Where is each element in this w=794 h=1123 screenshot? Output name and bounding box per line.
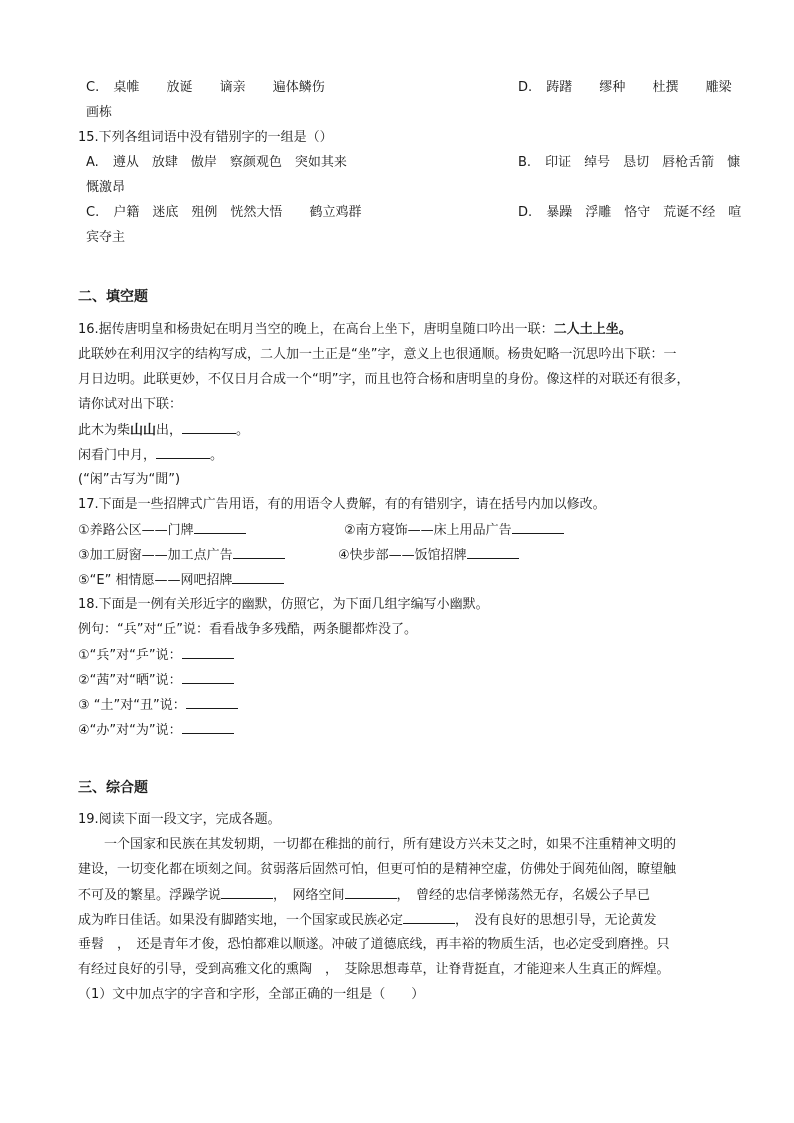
q15-option-b-cont: 慨激昂 — [86, 180, 126, 195]
q17-item1 — [78, 521, 246, 540]
q17-item1-text: ①养路公区——门牌 — [78, 523, 194, 538]
q19-passage-line1: 一个国家和民族在其发轫期，一切都在稚拙的前行，所有建设方兴未艾之时，如果不注重精神文明的 — [104, 837, 677, 852]
q16-item2-b: 。 — [210, 448, 224, 463]
q18-item3-text: ③ “土”对“丑”说： — [78, 698, 186, 713]
q19-p3-b: ， 网络空间 — [273, 888, 345, 903]
q18-answer-blank-2[interactable] — [182, 671, 234, 684]
q17-item5 — [78, 571, 284, 590]
q17-item5-text: ⑤“E” 相情愿——网吧招牌 — [78, 573, 233, 588]
q15-option-a[interactable]: A. 遵从 放肆 傲岸 察颜观色 突如其来 — [86, 155, 347, 170]
q16-line1-couplet: 二人土上坐。 — [553, 322, 632, 337]
q17-answer-blank-3[interactable] — [233, 546, 285, 559]
q19-p4-a: 成为昨日佳话。如果没有脚踏实地，一个国家或民族必定 — [78, 913, 404, 928]
q16-item2 — [78, 446, 223, 465]
q16-item1-b: 山山 — [130, 423, 157, 438]
q14-option-c[interactable]: C. 桌帷 放诞 谪亲 遍体鳞伤 — [86, 80, 325, 95]
q15-option-c[interactable]: C. 户籍 迷底 殂例 恍然大悟 鹤立鸡群 — [86, 205, 362, 220]
q18-answer-blank-4[interactable] — [182, 721, 234, 734]
q18-example: 例句：“兵”对“丘”说：看看战争多残酷，两条腿都炸没了。 — [78, 622, 417, 637]
q19-sub1: （1）文中加点字的字音和字形，全部正确的一组是（ ） — [78, 987, 425, 1002]
q16-line3: 月日边明。此联更妙，不仅日月合成一个“明”字，而且也符合杨和唐明皇的身份。像这样的对联还有很多， — [78, 372, 690, 387]
q16-item2-a: 闲看门中月， — [78, 448, 157, 463]
q17-item2-text: ②南方寝饰——床上用品广告 — [344, 523, 512, 538]
q19-p4-b: ， 没有良好的思想引导，无论黄发 — [455, 913, 657, 928]
q19-stem: 19.阅读下面一段文字，完成各题。 — [78, 812, 281, 827]
q19-p3-a: 不可及的繁星。浮躁学说 — [78, 888, 222, 903]
q16-item1 — [78, 421, 249, 440]
q19-blank-1[interactable] — [221, 886, 273, 899]
q16-note: (“闲”古写为“閒”) — [78, 472, 181, 487]
q14-option-d[interactable]: D. 踌躇 缪种 杜撰 雕梁 — [518, 80, 732, 95]
q17-answer-blank-2[interactable] — [512, 521, 564, 534]
q15-option-b[interactable]: B. 印证 绰号 恳切 唇枪舌箭 慷 — [518, 155, 741, 170]
q18-answer-blank-3[interactable] — [186, 696, 238, 709]
q16-line1-text: 16.据传唐明皇和杨贵妃在明月当空的晚上，在高台上坐下，唐明皇随口吟出一联： — [78, 322, 554, 337]
q16-item1-c: 出， — [156, 423, 183, 438]
q19-passage-line6: 有经过良好的引导，受到高雅文化的熏陶 ， 芟除思想毒草，让脊背挺直，才能迎来人生真正的辉煌。 — [78, 962, 670, 977]
q16-item1-a: 此木为柴 — [78, 423, 131, 438]
q19-passage-line4 — [78, 911, 657, 930]
q16-item1-d: 。 — [236, 423, 250, 438]
q18-item4-text: ④“办”对“为”说： — [78, 723, 182, 738]
q19-passage-line3 — [78, 886, 650, 905]
q19-passage-line2: 建设，一切变化都在顷刻之间。贫弱落后固然可怕，但更可怕的是精神空虚，仿佛处于阆苑仙阁，瞭望触 — [78, 862, 677, 877]
q18-stem: 18.下面是一例有关形近字的幽默，仿照它，为下面几组字编写小幽默。 — [78, 597, 489, 612]
q15-options-cd — [86, 204, 742, 222]
q17-item4 — [338, 546, 519, 565]
q15-stem: 15.下列各组词语中没有错别字的一组是（） — [78, 130, 333, 145]
q17-stem: 17.下面是一些招牌式广告用语，有的用语令人费解，有的有错别字，请在括号内加以修改。 — [78, 497, 606, 512]
q17-item2 — [344, 521, 564, 540]
q16-line2: 此联妙在利用汉字的结构写成，二人加一土正是“坐”字，意义上也很通顺。杨贵妃略一沉思吟出下联：一 — [78, 347, 677, 362]
q16-line1 — [78, 321, 632, 339]
q17-row2 — [78, 546, 718, 564]
q17-answer-blank-1[interactable] — [194, 521, 246, 534]
q18-item1 — [78, 646, 234, 665]
q19-p3-c: ， 曾经的忠信孝悌荡然无存，名媛公子早已 — [396, 888, 651, 903]
q17-item3-text: ③加工厨窗——加工点广告 — [78, 548, 233, 563]
q18-answer-blank-1[interactable] — [182, 646, 234, 659]
q18-item2 — [78, 671, 234, 690]
q17-answer-blank-5[interactable] — [232, 571, 284, 584]
q15-option-d-cont: 宾夺主 — [86, 230, 126, 245]
q17-row1 — [78, 521, 718, 539]
q16-answer-blank-1[interactable] — [182, 421, 236, 434]
section3-heading: 三、综合题 — [78, 780, 148, 796]
q18-item1-text: ①“兵”对“乒”说： — [78, 648, 182, 663]
q18-item4 — [78, 721, 234, 740]
q15-option-d[interactable]: D. 暴躁 浮雕 恪守 荒诞不经 喧 — [518, 205, 742, 220]
q18-item3 — [78, 696, 238, 715]
q17-answer-blank-4[interactable] — [467, 546, 519, 559]
q15-options-ab — [86, 154, 741, 172]
q14-options-cd — [86, 79, 732, 97]
q19-blank-2[interactable] — [345, 886, 397, 899]
q14-option-d-cont: 画栋 — [86, 105, 113, 120]
q17-item4-text: ④快步部——饭馆招牌 — [338, 548, 467, 563]
q16-line4: 请你试对出下联： — [78, 397, 183, 412]
q16-answer-blank-2[interactable] — [156, 446, 210, 459]
q18-item2-text: ②“茜”对“晒”说： — [78, 673, 182, 688]
section2-heading: 二、填空题 — [78, 289, 148, 305]
q17-item3 — [78, 546, 285, 565]
q19-passage-line5: 垂髫 ， 还是青年才俊，恐怕都难以顺遂。冲破了道德底线，再丰裕的物质生活，也必定受到磨挫。只 — [78, 937, 670, 952]
q19-blank-3[interactable] — [403, 911, 455, 924]
